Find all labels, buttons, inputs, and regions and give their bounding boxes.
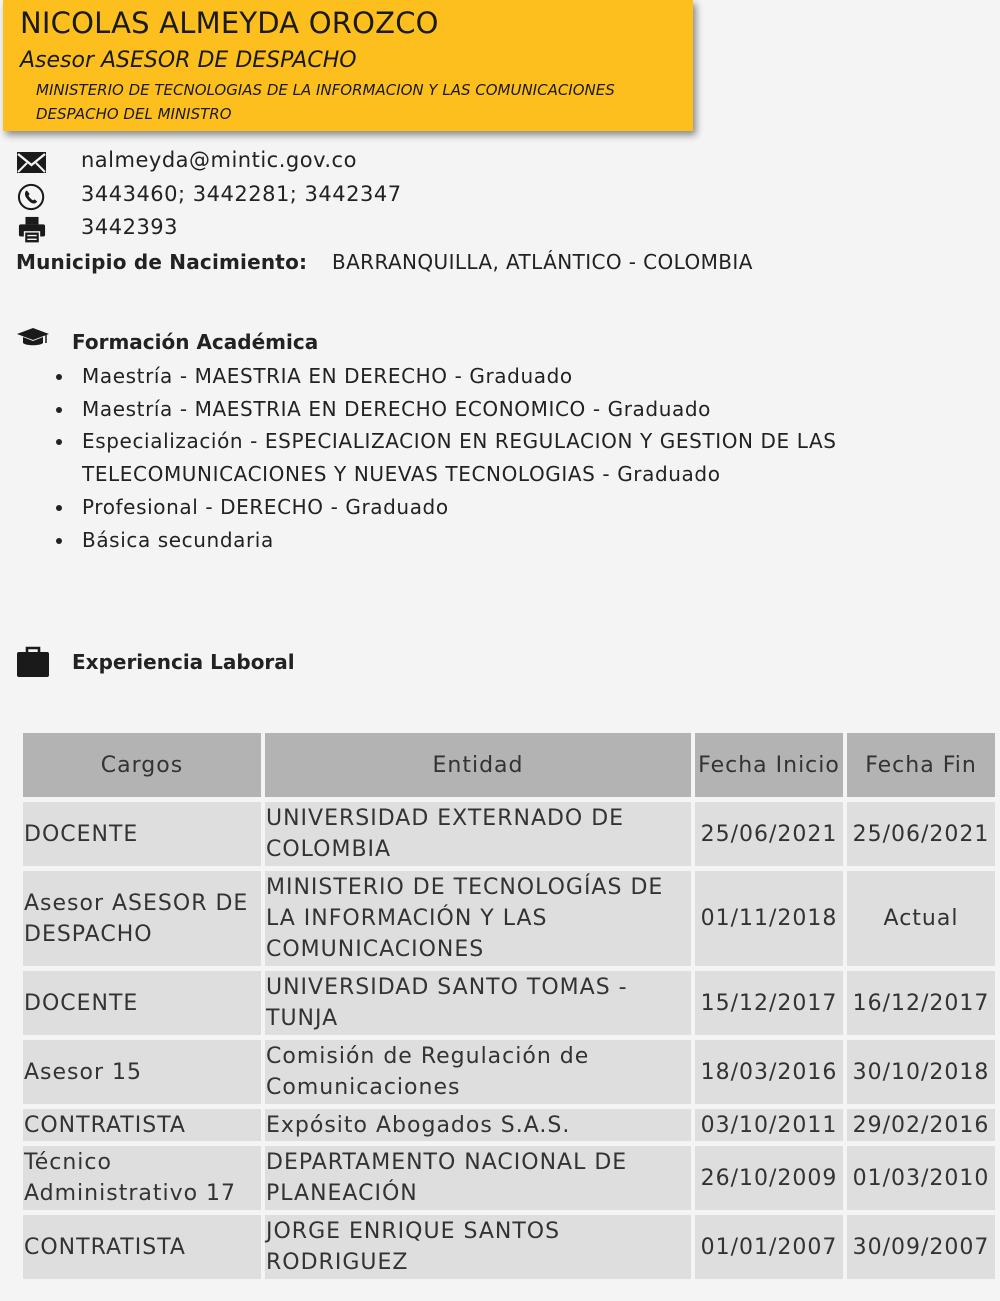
birthplace [16, 250, 753, 274]
table-row [23, 971, 995, 1035]
phone-icon [16, 183, 48, 211]
profile-organization [36, 78, 693, 126]
cell-fecha-fin: 29/02/2016 [847, 1109, 995, 1141]
birthplace-value: BARRANQUILLA, ATLÁNTICO - COLOMBIA [331, 250, 753, 274]
birthplace-label: Municipio de Nacimiento: [16, 250, 308, 274]
table-header-row [23, 733, 995, 797]
profile-org-line1: MINISTERIO DE TECNOLOGIAS DE LA INFORMACION Y LAS COMUNICACIONES [36, 81, 615, 99]
cell-cargo: CONTRATISTA [23, 1109, 261, 1141]
cell-entidad: UNIVERSIDAD SANTO TOMAS - TUNJA [265, 971, 691, 1035]
education-item: Básica secundaria [82, 524, 942, 557]
cell-fecha-inicio: 25/06/2021 [695, 802, 843, 866]
cell-fecha-fin: 16/12/2017 [847, 971, 995, 1035]
education-item: Profesional - DERECHO - Graduado [82, 491, 942, 524]
cell-fecha-inicio: 03/10/2011 [695, 1109, 843, 1141]
header-fecha-inicio: Fecha Inicio [695, 733, 843, 797]
cell-entidad: Expósito Abogados S.A.S. [265, 1109, 691, 1141]
cell-cargo: Asesor ASESOR DE DESPACHO [23, 871, 261, 966]
header-fecha-fin: Fecha Fin [847, 733, 995, 797]
cell-fecha-fin: Actual [847, 871, 995, 966]
cell-fecha-fin: 25/06/2021 [847, 802, 995, 866]
experience-section-title: Experiencia Laboral [72, 650, 295, 674]
table-row [23, 1040, 995, 1104]
cell-fecha-inicio: 01/11/2018 [695, 871, 843, 966]
cell-fecha-inicio: 01/01/2007 [695, 1215, 843, 1279]
profile-name: NICOLAS ALMEYDA OROZCO [20, 6, 439, 40]
briefcase-icon [16, 646, 50, 678]
cell-cargo: DOCENTE [23, 971, 261, 1035]
profile-header-card [3, 0, 693, 131]
cell-entidad: Comisión de Regulación de Comunicaciones [265, 1040, 691, 1104]
fax-value: 3442393 [81, 215, 179, 239]
experience-table [19, 728, 999, 1284]
cell-entidad: UNIVERSIDAD EXTERNADO DE COLOMBIA [265, 802, 691, 866]
cell-entidad: DEPARTAMENTO NACIONAL DE PLANEACIÓN [265, 1146, 691, 1210]
graduation-cap-icon [16, 327, 50, 349]
education-section-title: Formación Académica [72, 330, 319, 354]
cell-entidad: JORGE ENRIQUE SANTOS RODRIGUEZ [265, 1215, 691, 1279]
phone-value: 3443460; 3442281; 3442347 [81, 182, 402, 206]
cell-cargo: CONTRATISTA [23, 1215, 261, 1279]
email-value: nalmeyda@mintic.gov.co [81, 148, 357, 172]
education-list [82, 360, 942, 556]
education-item: Maestría - MAESTRIA EN DERECHO ECONOMICO - Graduado [82, 393, 942, 426]
profile-role: Asesor ASESOR DE DESPACHO [20, 48, 357, 73]
cell-fecha-fin: 01/03/2010 [847, 1146, 995, 1210]
header-entidad: Entidad [265, 733, 691, 797]
cell-fecha-inicio: 26/10/2009 [695, 1146, 843, 1210]
cell-cargo: DOCENTE [23, 802, 261, 866]
printer-icon [16, 216, 48, 244]
cell-fecha-inicio: 18/03/2016 [695, 1040, 843, 1104]
table-row [23, 1146, 995, 1210]
table-row [23, 871, 995, 966]
cell-entidad: MINISTERIO DE TECNOLOGÍAS DE LA INFORMACIÓN Y LAS COMUNICACIONES [265, 871, 691, 966]
cell-fecha-fin: 30/09/2007 [847, 1215, 995, 1279]
cell-cargo: Técnico Administrativo 17 [23, 1146, 261, 1210]
envelope-icon [16, 149, 48, 177]
table-row [23, 1109, 995, 1141]
cell-cargo: Asesor 15 [23, 1040, 261, 1104]
cell-fecha-inicio: 15/12/2017 [695, 971, 843, 1035]
education-item: Maestría - MAESTRIA EN DERECHO - Graduado [82, 360, 942, 393]
table-row [23, 802, 995, 866]
profile-org-line2: DESPACHO DEL MINISTRO [36, 105, 232, 123]
education-item: Especialización - ESPECIALIZACION EN REGULACION Y GESTION DE LAS TELECOMUNICACIONES Y NUEVAS TECNOLOGIAS - Graduado [82, 425, 942, 490]
table-row [23, 1215, 995, 1279]
header-cargos: Cargos [23, 733, 261, 797]
cell-fecha-fin: 30/10/2018 [847, 1040, 995, 1104]
